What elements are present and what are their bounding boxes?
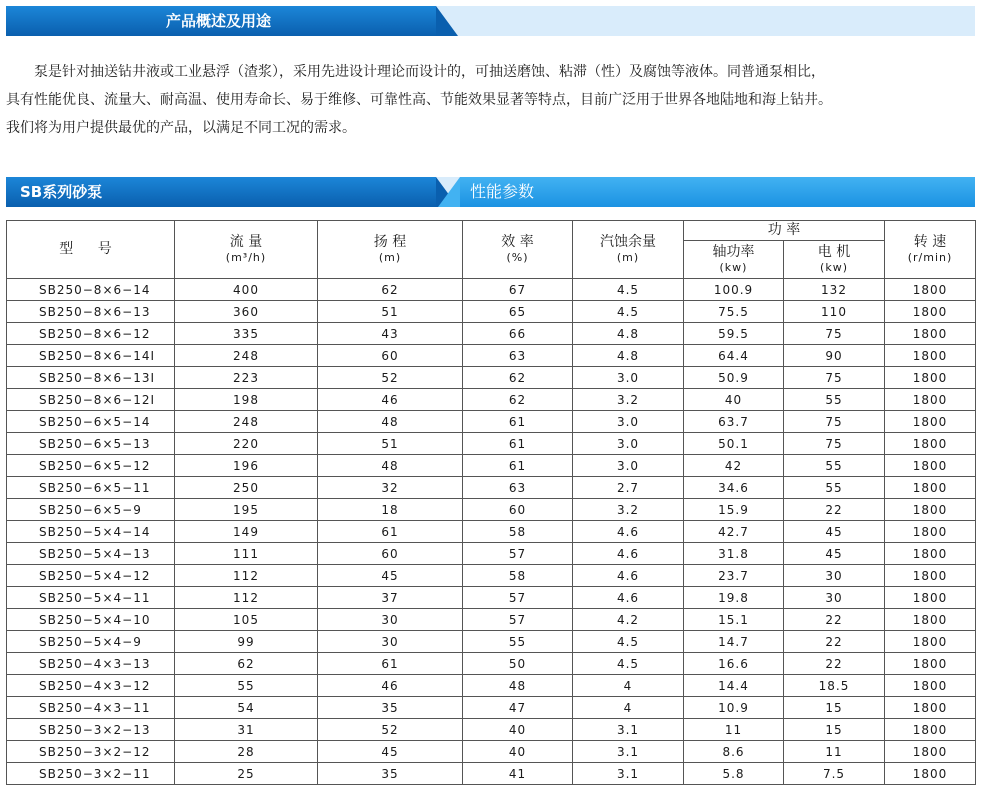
cell-flow: 25	[175, 763, 318, 785]
cell-npsh: 4.5	[573, 301, 684, 323]
table-row	[7, 631, 976, 653]
cell-motor: 18.5	[784, 675, 885, 697]
cell-model: SB250−5×4−11	[7, 587, 175, 609]
cell-npsh: 3.2	[573, 389, 684, 411]
cell-npsh: 2.7	[573, 477, 684, 499]
cell-shaft: 8.6	[684, 741, 784, 763]
intro-line-1: 泵是针对抽送钻井液或工业悬浮（渣浆），采用先进设计理论而设计的，可抽送磨蚀、粘滞（性）及腐蚀等液体。同普通泵相比，	[34, 64, 825, 80]
cell-eff: 58	[463, 565, 573, 587]
cell-motor: 55	[784, 455, 885, 477]
cell-model: SB250−8×6−13I	[7, 367, 175, 389]
cell-shaft: 50.1	[684, 433, 784, 455]
cell-npsh: 4	[573, 697, 684, 719]
cell-motor: 30	[784, 587, 885, 609]
cell-npsh: 3.2	[573, 499, 684, 521]
cell-npsh: 4.6	[573, 587, 684, 609]
cell-eff: 63	[463, 345, 573, 367]
header-speed: 转 速 (r/min)	[885, 221, 976, 279]
cell-model: SB250−5×4−12	[7, 565, 175, 587]
cell-model: SB250−4×3−13	[7, 653, 175, 675]
table-row	[7, 565, 976, 587]
cell-head: 43	[318, 323, 463, 345]
cell-motor: 30	[784, 565, 885, 587]
cell-speed: 1800	[885, 719, 976, 741]
cell-eff: 66	[463, 323, 573, 345]
cell-head: 52	[318, 719, 463, 741]
cell-flow: 112	[175, 565, 318, 587]
cell-npsh: 4.6	[573, 565, 684, 587]
table-row	[7, 543, 976, 565]
cell-model: SB250−4×3−12	[7, 675, 175, 697]
cell-shaft: 15.1	[684, 609, 784, 631]
header-head: 扬 程 (m)	[318, 221, 463, 279]
cell-motor: 15	[784, 719, 885, 741]
cell-head: 48	[318, 411, 463, 433]
table-row	[7, 279, 976, 301]
cell-model: SB250−5×4−10	[7, 609, 175, 631]
cell-shaft: 31.8	[684, 543, 784, 565]
cell-speed: 1800	[885, 763, 976, 785]
cell-eff: 61	[463, 455, 573, 477]
cell-head: 48	[318, 455, 463, 477]
cell-motor: 75	[784, 433, 885, 455]
series-banner-light-slant	[438, 177, 460, 207]
cell-flow: 220	[175, 433, 318, 455]
cell-eff: 40	[463, 741, 573, 763]
cell-shaft: 42	[684, 455, 784, 477]
cell-flow: 31	[175, 719, 318, 741]
intro-section-title: 产品概述及用途	[166, 12, 272, 30]
cell-eff: 62	[463, 367, 573, 389]
series-title: SB系列砂泵	[20, 183, 103, 201]
cell-head: 30	[318, 609, 463, 631]
cell-motor: 22	[784, 499, 885, 521]
performance-title: 性能参数	[470, 182, 535, 201]
cell-speed: 1800	[885, 697, 976, 719]
cell-speed: 1800	[885, 345, 976, 367]
cell-npsh: 3.0	[573, 433, 684, 455]
cell-npsh: 4.5	[573, 653, 684, 675]
cell-eff: 50	[463, 653, 573, 675]
cell-eff: 58	[463, 521, 573, 543]
cell-flow: 112	[175, 587, 318, 609]
cell-model: SB250−8×6−13	[7, 301, 175, 323]
cell-motor: 75	[784, 411, 885, 433]
table-row	[7, 587, 976, 609]
intro-text	[6, 58, 975, 142]
header-npsh: 汽蚀余量 (m)	[573, 221, 684, 279]
table-row	[7, 675, 976, 697]
cell-flow: 54	[175, 697, 318, 719]
cell-shaft: 23.7	[684, 565, 784, 587]
cell-head: 46	[318, 675, 463, 697]
cell-motor: 11	[784, 741, 885, 763]
cell-model: SB250−3×2−13	[7, 719, 175, 741]
cell-speed: 1800	[885, 565, 976, 587]
cell-speed: 1800	[885, 323, 976, 345]
cell-speed: 1800	[885, 301, 976, 323]
cell-head: 61	[318, 653, 463, 675]
cell-shaft: 10.9	[684, 697, 784, 719]
cell-head: 35	[318, 697, 463, 719]
cell-head: 30	[318, 631, 463, 653]
cell-eff: 63	[463, 477, 573, 499]
cell-flow: 196	[175, 455, 318, 477]
cell-npsh: 4.6	[573, 543, 684, 565]
cell-motor: 22	[784, 653, 885, 675]
table-row	[7, 345, 976, 367]
cell-eff: 65	[463, 301, 573, 323]
table-row	[7, 301, 976, 323]
intro-banner	[6, 6, 975, 36]
cell-shaft: 59.5	[684, 323, 784, 345]
cell-speed: 1800	[885, 455, 976, 477]
table-row	[7, 609, 976, 631]
cell-eff: 57	[463, 609, 573, 631]
cell-flow: 248	[175, 345, 318, 367]
cell-flow: 248	[175, 411, 318, 433]
cell-model: SB250−8×6−14	[7, 279, 175, 301]
cell-speed: 1800	[885, 741, 976, 763]
cell-speed: 1800	[885, 587, 976, 609]
table-row	[7, 521, 976, 543]
cell-motor: 75	[784, 323, 885, 345]
cell-eff: 41	[463, 763, 573, 785]
table-row	[7, 433, 976, 455]
cell-shaft: 42.7	[684, 521, 784, 543]
cell-motor: 15	[784, 697, 885, 719]
cell-model: SB250−6×5−14	[7, 411, 175, 433]
table-row	[7, 763, 976, 785]
cell-speed: 1800	[885, 653, 976, 675]
cell-model: SB250−8×6−12	[7, 323, 175, 345]
cell-shaft: 40	[684, 389, 784, 411]
cell-model: SB250−5×4−14	[7, 521, 175, 543]
cell-head: 35	[318, 763, 463, 785]
cell-flow: 55	[175, 675, 318, 697]
cell-speed: 1800	[885, 433, 976, 455]
cell-flow: 198	[175, 389, 318, 411]
cell-model: SB250−5×4−9	[7, 631, 175, 653]
cell-motor: 45	[784, 521, 885, 543]
cell-head: 46	[318, 389, 463, 411]
cell-head: 32	[318, 477, 463, 499]
table-row	[7, 389, 976, 411]
cell-speed: 1800	[885, 675, 976, 697]
cell-npsh: 4	[573, 675, 684, 697]
cell-speed: 1800	[885, 411, 976, 433]
cell-flow: 335	[175, 323, 318, 345]
performance-table	[6, 220, 976, 785]
cell-speed: 1800	[885, 499, 976, 521]
cell-speed: 1800	[885, 609, 976, 631]
cell-npsh: 4.2	[573, 609, 684, 631]
cell-motor: 7.5	[784, 763, 885, 785]
cell-motor: 110	[784, 301, 885, 323]
cell-head: 60	[318, 543, 463, 565]
cell-speed: 1800	[885, 631, 976, 653]
cell-npsh: 4.6	[573, 521, 684, 543]
table-row	[7, 323, 976, 345]
cell-shaft: 14.7	[684, 631, 784, 653]
table-body	[7, 279, 976, 785]
cell-flow: 149	[175, 521, 318, 543]
cell-motor: 55	[784, 477, 885, 499]
table-row	[7, 477, 976, 499]
intro-line-3: 我们将为用户提供最优的产品，以满足不同工况的需求。	[6, 120, 356, 136]
header-motor: 电 机 (kw)	[784, 241, 885, 279]
cell-npsh: 4.8	[573, 323, 684, 345]
cell-npsh: 3.0	[573, 455, 684, 477]
cell-model: SB250−6×5−12	[7, 455, 175, 477]
cell-eff: 57	[463, 543, 573, 565]
header-power: 功 率	[684, 221, 885, 241]
cell-flow: 28	[175, 741, 318, 763]
cell-npsh: 3.1	[573, 763, 684, 785]
cell-flow: 62	[175, 653, 318, 675]
table-row	[7, 455, 976, 477]
cell-model: SB250−5×4−13	[7, 543, 175, 565]
cell-motor: 132	[784, 279, 885, 301]
cell-shaft: 11	[684, 719, 784, 741]
cell-motor: 55	[784, 389, 885, 411]
cell-head: 45	[318, 565, 463, 587]
cell-eff: 61	[463, 433, 573, 455]
cell-speed: 1800	[885, 521, 976, 543]
table-row	[7, 741, 976, 763]
cell-model: SB250−6×5−13	[7, 433, 175, 455]
cell-head: 61	[318, 521, 463, 543]
cell-speed: 1800	[885, 367, 976, 389]
cell-npsh: 4.5	[573, 279, 684, 301]
cell-eff: 62	[463, 389, 573, 411]
cell-eff: 40	[463, 719, 573, 741]
cell-shaft: 100.9	[684, 279, 784, 301]
table-row	[7, 367, 976, 389]
cell-eff: 60	[463, 499, 573, 521]
series-banner	[6, 177, 975, 207]
cell-flow: 99	[175, 631, 318, 653]
table-row	[7, 719, 976, 741]
cell-speed: 1800	[885, 389, 976, 411]
cell-head: 51	[318, 433, 463, 455]
cell-shaft: 5.8	[684, 763, 784, 785]
cell-model: SB250−8×6−14I	[7, 345, 175, 367]
cell-shaft: 19.8	[684, 587, 784, 609]
cell-eff: 48	[463, 675, 573, 697]
cell-motor: 22	[784, 609, 885, 631]
table-row	[7, 697, 976, 719]
cell-shaft: 50.9	[684, 367, 784, 389]
cell-npsh: 3.1	[573, 741, 684, 763]
header-flow: 流 量 (m³/h)	[175, 221, 318, 279]
cell-flow: 250	[175, 477, 318, 499]
cell-motor: 90	[784, 345, 885, 367]
cell-shaft: 15.9	[684, 499, 784, 521]
cell-head: 62	[318, 279, 463, 301]
table-row	[7, 653, 976, 675]
cell-eff: 61	[463, 411, 573, 433]
cell-head: 52	[318, 367, 463, 389]
cell-model: SB250−8×6−12I	[7, 389, 175, 411]
cell-shaft: 16.6	[684, 653, 784, 675]
cell-head: 45	[318, 741, 463, 763]
cell-speed: 1800	[885, 543, 976, 565]
cell-shaft: 75.5	[684, 301, 784, 323]
cell-shaft: 34.6	[684, 477, 784, 499]
cell-shaft: 64.4	[684, 345, 784, 367]
cell-eff: 47	[463, 697, 573, 719]
cell-flow: 223	[175, 367, 318, 389]
cell-model: SB250−6×5−9	[7, 499, 175, 521]
cell-speed: 1800	[885, 477, 976, 499]
header-shaft-power: 轴功率 (kw)	[684, 241, 784, 279]
cell-model: SB250−6×5−11	[7, 477, 175, 499]
cell-motor: 22	[784, 631, 885, 653]
cell-model: SB250−3×2−11	[7, 763, 175, 785]
cell-flow: 360	[175, 301, 318, 323]
cell-npsh: 4.5	[573, 631, 684, 653]
intro-line-2: 具有性能优良、流量大、耐高温、使用寿命长、易于维修、可靠性高、节能效果显著等特点，目前广泛用于世界各地陆地和海上钻井。	[6, 92, 832, 108]
cell-head: 51	[318, 301, 463, 323]
cell-eff: 57	[463, 587, 573, 609]
cell-eff: 67	[463, 279, 573, 301]
cell-shaft: 14.4	[684, 675, 784, 697]
cell-shaft: 63.7	[684, 411, 784, 433]
table-row	[7, 499, 976, 521]
cell-npsh: 4.8	[573, 345, 684, 367]
cell-npsh: 3.0	[573, 367, 684, 389]
cell-speed: 1800	[885, 279, 976, 301]
header-efficiency: 效 率 (%)	[463, 221, 573, 279]
intro-banner-slant	[436, 6, 458, 36]
series-banner-light-block	[460, 177, 975, 207]
cell-npsh: 3.0	[573, 411, 684, 433]
header-model: 型 号	[7, 221, 175, 279]
cell-flow: 195	[175, 499, 318, 521]
cell-model: SB250−4×3−11	[7, 697, 175, 719]
cell-npsh: 3.1	[573, 719, 684, 741]
cell-flow: 105	[175, 609, 318, 631]
cell-flow: 111	[175, 543, 318, 565]
cell-motor: 75	[784, 367, 885, 389]
table-row	[7, 411, 976, 433]
cell-eff: 55	[463, 631, 573, 653]
cell-model: SB250−3×2−12	[7, 741, 175, 763]
cell-head: 37	[318, 587, 463, 609]
cell-head: 18	[318, 499, 463, 521]
cell-flow: 400	[175, 279, 318, 301]
cell-motor: 45	[784, 543, 885, 565]
cell-head: 60	[318, 345, 463, 367]
